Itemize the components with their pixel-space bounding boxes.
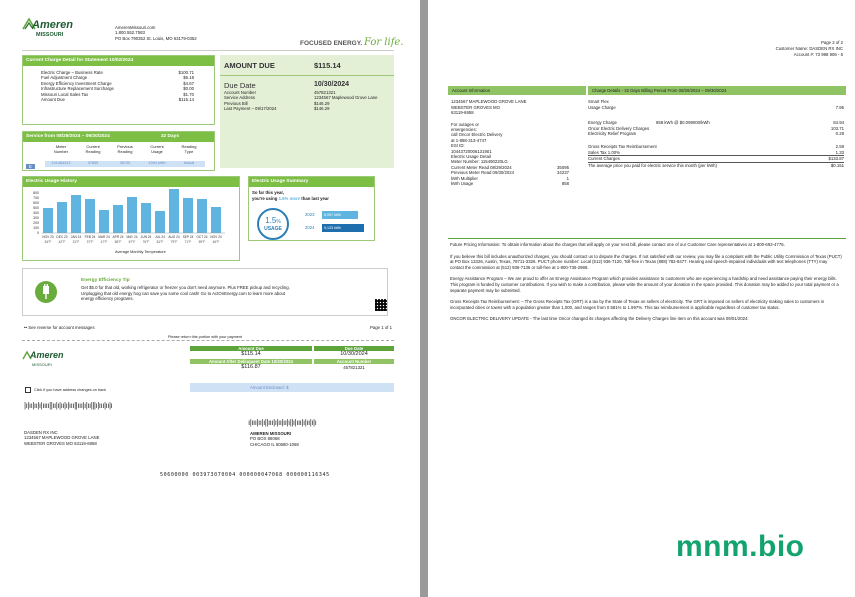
page-number: Page 1 of 1 [370,325,392,330]
usage-summary-title: Electric Usage Summary [249,177,374,187]
service-header: Meter Number [53,144,69,154]
temperature-label: 37°F [86,240,94,244]
plan-name: Smart Flex [588,99,609,105]
meter-row-label: Current Meter Read 08/29/2024 [451,164,512,170]
temperature-label: 47°F [100,240,108,244]
remit-street: PO BOX 88068 [250,436,280,442]
outage-line: Electric Usage Detail [451,154,491,160]
service-header: Previous Reading [117,144,133,154]
account-summary-label: Service Address [224,95,256,101]
avg-price-row [588,163,844,168]
stub-due-date: 10/30/2024 [340,351,368,357]
x-tick-label: NOV 23 [42,235,54,239]
service-marker-cell [23,155,45,173]
temperature-label: 71°F [184,240,192,244]
current-charges-value: $133.87 [828,156,844,162]
charge-row-value: $1.70 [183,91,194,97]
charge-row-label: Fuel Adjustment Charge [41,75,88,81]
cust-name: DASDEN RX INC [24,430,58,435]
usage-pct-text: 1.5% more [278,196,301,201]
stub-brand: Ameren [30,350,64,360]
account-summary-label: Account Number [224,90,257,95]
amount-due-label: AMOUNT DUE [224,61,275,70]
temperature-label: 42°F [58,240,66,244]
service-headers [23,142,214,154]
brand-address: PO Box 790352 St. Louis, MO 63179-0352 [115,35,197,41]
charge-row-label: Electric Charge – Business Rate [41,70,103,75]
account-info-body [448,95,586,190]
p2-addr-line3: 63119-6958 [451,110,474,116]
meter-row-value: 858 [561,181,569,187]
usage-summary-text1: So far this year, [252,190,285,195]
usage-summary-text2 [252,196,329,201]
efficiency-tip-box [22,268,388,316]
charge-line-label: Gross Receipts Tax Reimbursement [588,144,657,150]
p2-account-number: Account #: 73 998 906 - 5 [793,52,843,57]
x-tick-label: JAN 24 [70,235,82,239]
usage-history-chart [23,187,239,249]
qr-code [375,299,387,311]
charge-line-value: 0.28 [835,131,844,137]
charge-detail-rows [23,66,214,102]
stub-due-date-label: Due Date [314,346,394,351]
tagline-text: FOCUSED ENERGY. [300,40,363,47]
account-info-title: Account Information [448,86,586,95]
stub-barcode-pay: ı|ııı|ıı|ı||ııı|ı|ıı|ıı|ı||ı|ııı|ı|ıı|ı|ı [248,418,317,427]
charge-line-value: 1.33 [835,149,844,155]
x-tick-label: MAR 24 [98,235,110,239]
cust-street: 1234567 MAPLEWOOD GROVE LANE [24,435,100,441]
stub-acct: 457821321 [343,365,365,370]
cust-city: WEBSTER GROVES MO 63119-6958 [24,440,97,446]
address-change-label: Click if you have address changes on back [34,388,106,392]
temperature-label: 67°F [128,240,136,244]
amount-due-panel [220,55,394,168]
bill-page-1 [0,0,420,597]
brand-tagline [300,37,404,48]
charge-row-value: $100.71 [178,70,194,75]
charge-row-label: Infrastructure Replacement Surcharge [41,86,114,92]
charge-line-label: Oncor Electric Delivery Charges [588,125,650,131]
temperature-label: 59°F [198,240,206,244]
usage-text2-a: you're using [252,196,278,201]
amount-due-divider [220,75,394,76]
p2-addr-line1: 1234567 MAPLEWOOD GROVE LANE [451,99,527,105]
notice-paragraph: If you believe this bill includes unauthorized charges, you should contact us to dispute the charges. If not satisfied with our review, you may file a complaint with the Public Utility Commission of Texas (PUCT) at PO Box 13326, Austin, Texas, 78711-3326. PUCT phone number: Local (512) 936-7120, Toll-free in Texas (888) 782-8477. Hearing and speech-impaired individuals with text telephones (TTY) may contact the commission at (512) 936-7136 or toll-free at 1-800-735-2988. [450,253,842,270]
usage-label: USAGE [264,226,282,232]
service-value: 101484312 [51,161,71,166]
usage-bar [183,198,193,233]
usage-history-caption: Average Monthly Temperature [115,250,166,254]
account-summary-value: $146.29 [314,106,330,112]
outage-line: call Oncor Electric Delivery [451,132,503,138]
usage-bar [211,207,221,233]
avg-price-label: The average price you paid for electric service this month (per kWh) [588,162,717,168]
y-tick-label: 200 [33,221,39,226]
outage-line: ESI ID: [451,143,465,149]
usage-bar [43,208,53,233]
notice-paragraph: Gross Receipts Tax Reimbursement: – The Gross Receipts Tax (GRT) is a tax by the State of Texas on sellers of electricity. The GRT is imposed on sellers of electricity making sales to customers in incorporated cities or towns with a population greater than 1,000, and ranges from 0.581% to 1.997%. This tax reimbursement is applicable regardless of customer tax status. [450,299,825,310]
usage-bar [169,189,179,233]
amount-enclosed-field[interactable]: Amount Enclosed: $ [190,383,394,392]
outage-line: at 1-888-313-4747 [451,137,487,143]
usage-bar [197,199,207,233]
charge-row-label: Amount Due [41,97,65,103]
header-divider [22,50,394,51]
usage-bar [85,199,95,233]
tip-body: Get $5.0 for that old, working refrigerator or freezer you don't need anymore. Plus FREE pickup and recycling. Unplugging that old energy hog can save you some cool cash! Go to ActOnEnergy.com to learn more about energy efficiency programs. [81,285,290,302]
tagline-script: For life. [363,37,404,48]
charge-line-label: Electricity Relief Program [588,131,637,137]
charge-line-value: 2.59 [835,144,844,150]
service-value: Actual [183,161,195,166]
usage-bar [113,205,123,233]
y-tick-label: 600 [33,201,39,206]
usage-bar [57,202,67,233]
usage-charge-value: 7.95 [835,104,844,110]
brand-sub: MISSOURI [36,32,64,38]
account-info-box [448,86,586,191]
current-charges-label: Current Charges [588,156,620,162]
year-2023: 2023 [305,212,315,217]
usage-history-title: Electric Usage History [23,177,239,187]
p2-customer-name: Customer Name: DASDEN RX INC [775,46,843,51]
usage-charge-row [588,105,844,110]
stub-brand-sub: MISSOURI [32,362,52,367]
temperature-label: 58°F [114,240,122,244]
usage-pct-value: 1.5 [265,216,277,225]
y-tick-label: 500 [33,206,39,211]
x-tick-label: OCT 24 [196,235,208,239]
watermark: mnm.bio [676,530,805,563]
charge-lines [588,126,844,156]
meter-row [451,181,569,186]
service-box [22,131,215,171]
meter-row-label: Meter Number: 115490220LG [451,159,508,165]
p2-page-number: Page 2 of 2 [821,40,843,45]
x-tick-label: MAY 24 [126,235,138,239]
stub-amount-due-label: Amount Due [190,346,312,351]
service-value: 37655 [87,161,99,166]
x-tick-label: JUL 24 [155,235,165,239]
temperature-label: 31°F [72,240,80,244]
temperature-label: 81°F [156,240,164,244]
charge-row-value: $115.14 [178,97,194,103]
y-tick-label: 700 [33,196,39,201]
charge-row [41,97,194,102]
service-header: Reading Type [181,144,197,154]
service-values [45,161,205,166]
service-header: Current Usage [150,144,164,154]
charge-row-label: Missouri Local Sales Tax [41,91,89,97]
energy-charge-rate: 858 kWh @ $0.099000/kWh [656,120,710,126]
bill-page-2 [428,0,855,597]
section-divider [448,238,846,239]
charge-line [588,131,844,136]
service-values-row [23,155,214,173]
charge-details-title: Charge Details - 32 Days Billing Period From 08/29/2024 – 09/30/2024 [588,86,846,95]
usage-summary-box [248,176,375,241]
charge-row-label: Energy Efficiency Investment Charge [41,80,112,86]
tear-line [22,340,394,341]
y-tick-label: 400 [33,211,39,216]
charge-details-body [588,95,846,168]
meter-row-label: Previous Meter Read 09/30/2024 [451,170,515,176]
usage-bar [99,210,109,233]
meter-row-label: kWh Multiplier [451,175,478,181]
account-summary-label: Previous Bill [224,100,248,106]
x-tick-label: JUN 24 [140,235,152,239]
customer-address-block [24,430,99,446]
y-tick-label: 100 [33,226,39,231]
outage-line: emergencies: [451,127,477,133]
x-tick-label: FEB 24 [84,235,96,239]
usage-bar [71,195,81,233]
usage-bar [127,197,137,233]
stub-acct-label: Account Number [314,359,394,364]
temperature-label: 79°F [170,240,178,244]
usage-pct-unit: % [276,219,281,225]
service-period: Service from 08/29/2024 – 09/30/2024 [26,134,110,139]
usage-bar [155,211,165,233]
reverse-note: •• See reverse for account messages [24,325,95,330]
service-days: 32 Days [160,134,179,139]
charge-line-value: 103.71 [830,125,844,131]
return-note: Please return this portion with your payment [168,335,243,339]
temperature-label: 76°F [142,240,150,244]
usage-gauge [257,208,289,240]
stub-after-label: Amount After Delinquent Date 10/30/2024 [190,359,312,364]
x-tick-label: NOV 24 [210,235,222,239]
stub-after: $116.87 [241,364,261,370]
outage-line: For outages or [451,121,479,127]
brand-name: Ameren [32,19,73,31]
remit-city: CHICAGO IL 60680-1068 [250,441,299,447]
address-change-checkbox[interactable] [25,387,31,393]
service-header: Current Reading [85,144,101,154]
account-summary-value: $146.29 [314,100,330,106]
brand-site: AmerenMissouri.com [115,25,156,30]
usage-bar [141,203,151,233]
usage-text3: than last year [301,196,329,201]
meter-row-value: 34237 [557,170,569,176]
due-date-label: Due Date [224,81,256,90]
tip-title: Energy Efficiency Tip [81,278,130,283]
meter-detail [451,159,583,186]
outage-line: 10443720006131901 [451,148,492,154]
remit-address-block [250,431,299,447]
usage-2024-bar: 9,133 kWh [322,224,364,232]
notice-paragraph: Energy Assistance Program – We are proud to offer an Energy Assistance Program which provides assistance to customers who are experiencing a hardship and need assistance paying their energy bills. This program is funded by customer contributions. If you wish to make a contribution, please write the amount of your donation in the space provided. This donation may be added to your total payment or a separate payment may be submitted. [450,276,839,293]
amount-due-value: $115.14 [314,61,341,70]
service-value: 36720 [119,161,131,166]
service-marker: E [26,164,35,169]
notice-paragraph: Future Pricing Information: To obtain information about the charges that will apply on your next bill, please contact one of our Customer Care representatives at 1-800-692-4776. [450,242,785,247]
account-summary-value: 1234567 Maplewood Grove Lane [314,95,378,101]
usage-2023-bar: 8,997 kWh [322,211,358,219]
x-tick-label: AUG 24 [168,235,180,239]
service-value: 1394 kWh [148,161,166,166]
temperature-label: 46°F [212,240,220,244]
stub-amount-table [190,346,394,380]
notice-paragraph: ONCOR ELECTRIC DELIVERY UPDATE - The last time Oncor changed its charges affecting the Delivery Charges line item on this account was 09/01/2024. [450,316,749,322]
energy-charge-value: 84.94 [833,120,844,126]
stub-logo [22,348,72,370]
notice-paragraphs [450,242,842,328]
meter-row-value: 1 [566,175,569,181]
usage-charge-label: Usage Charge [588,104,616,110]
charge-row-value: $0.00 [183,86,194,92]
meter-row-value: 35095 [557,164,569,170]
usage-history-box [22,176,240,261]
x-tick-label: APR 24 [112,235,124,239]
micr-line: 50600000 003973070004 000000047068 000000116345 [160,472,330,478]
stub-amount-due: $115.14 [241,351,261,357]
usage-pct [259,217,287,226]
charge-details-box [588,86,846,168]
charge-detail-title: Current Charge Detail for Statement 10/02/2024 [23,56,214,66]
account-summary-value: 457821321 [314,90,336,95]
charge-detail-box [22,55,215,125]
stub-barcode-top: |ı|ıı|ıı|ı|ıııı||ıı|ı|ıı|ı|ııı||ııı|ı|ıı|||ı|ııı|ıı|ı [24,401,113,410]
charge-line-label: Sales Tax 1.00% [588,149,620,155]
charge-row-value: $6.18 [183,75,194,81]
p2-addr-line2: WEBSTER GROVES MO [451,104,500,110]
meter-row-label: kWh Usage [451,181,474,187]
account-summary-label: Last Payment – 09/17/2024 [224,106,277,112]
due-date-value: 10/30/2024 [314,81,350,88]
account-summary-row [224,106,384,111]
remit-name: AMEREN MISSOURI [250,431,292,436]
temperature-label: 54°F [44,240,52,244]
y-tick-label: 0 [37,231,39,236]
energy-charge-label: Energy Charge [588,120,617,126]
current-charges-row [588,155,844,162]
y-tick-label: 800 [33,191,39,196]
outage-info [451,122,583,160]
x-tick-label: DEC 23 [56,235,68,239]
service-title [23,132,214,142]
year-2024: 2024 [305,225,315,230]
plug-icon [35,281,57,303]
ameren-logo [22,17,74,45]
brand-contact [115,25,197,41]
brand-phone: 1.800.552.7583 [115,30,145,36]
charge-row-value: $4.67 [183,80,194,86]
account-summary-rows [224,90,384,112]
y-tick-label: 300 [33,216,39,221]
avg-price-value: $0.151 [830,162,844,168]
x-tick-label: SEP 24 [182,235,194,239]
